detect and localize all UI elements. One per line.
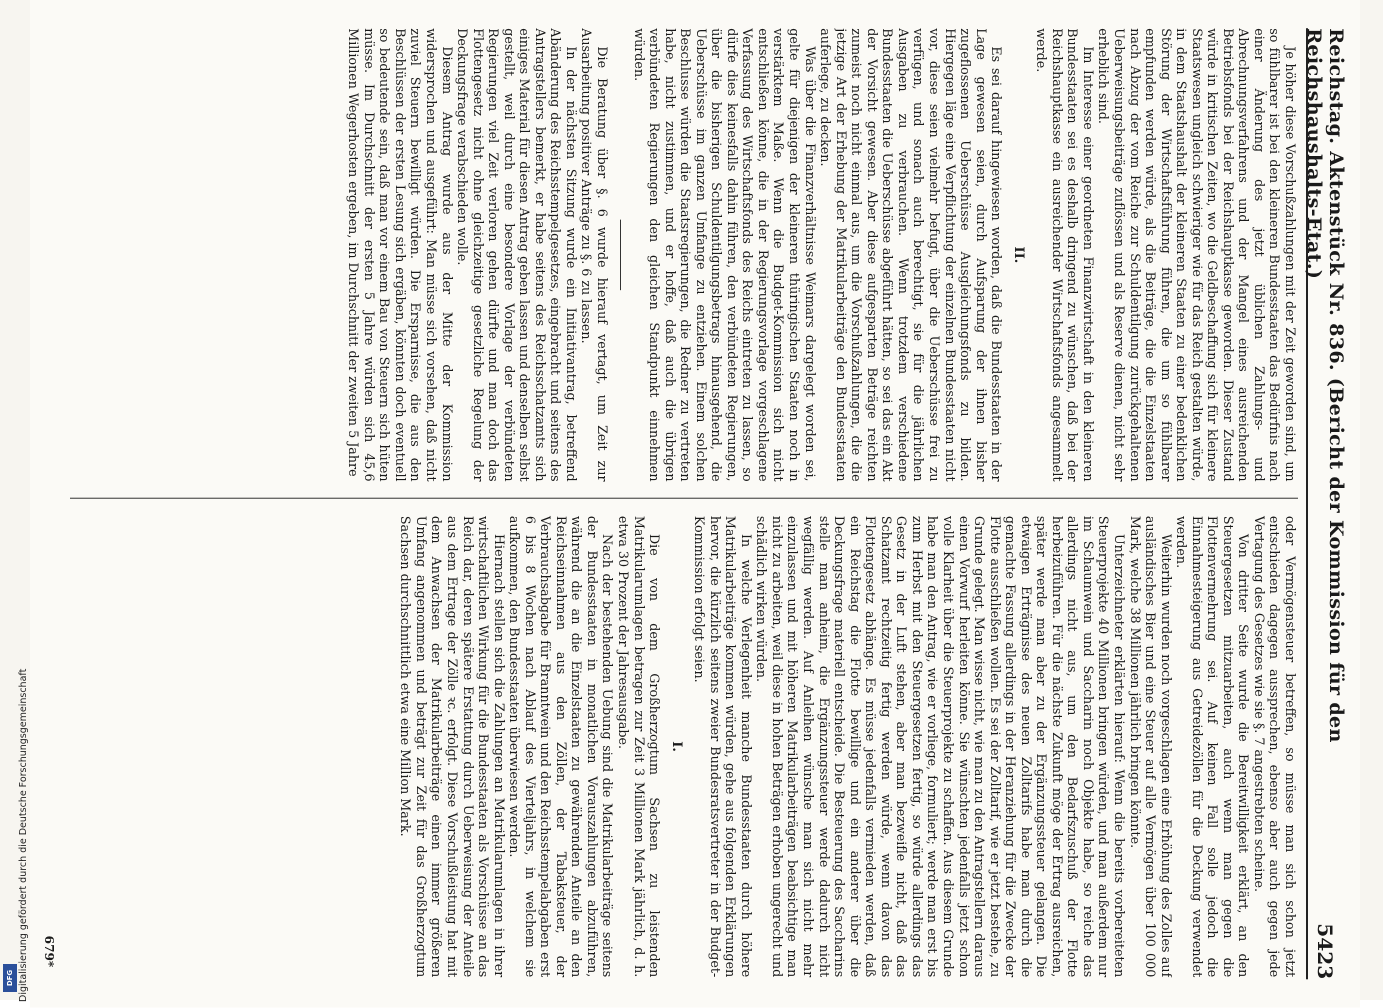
section-heading: II. bbox=[1010, 246, 1026, 264]
section-rule bbox=[620, 220, 621, 291]
paragraph: In welche Verlegenheit manche Bundesstaaten durch höhere Matrikularbeiträge kommen würden, gehe aus folgenden Erklärungen hervor, die kürzlich seitens zweier Bundesratsvertreter in der Budget-Kommission erfolgt seien. bbox=[692, 515, 754, 978]
sheet-signature: 679* bbox=[42, 935, 56, 968]
paragraph: Die von dem Großherzogtum Sachsen zu leistenden Matrikularumlagen betragen zur Zeit 3 Millionen Mark jährlich, d. h. etwa 30 Prozent der Jahresausgabe. bbox=[616, 515, 663, 978]
paragraph: Was über die Finanzverhältnisse Weimars dargelegt worden sei, gelte für diejenigen der kleineren thüringischen Staaten noch in verstärktem Maße. Wenn die Budget-Kommission sich nicht entschließen könne, die in der Regierungsvorlage vorgeschlagene Verfassung des Wirtschaftsfonds des Reichs eintreten zu lassen, so dürfe dies keinesfalls dahin führen, den verbündeten Regierungen, über die bisherigen Schuldentilgungsbetrags hinausgehend, die Ueberschüsse im ganzen Umfange zu entziehen. Einem solchen Beschlusse würden die Staatsregierungen, die Redner zu vertreten habe, nicht zustimmen, und er hoffe, daß auch die übrigen verbündeten Regierungen den gleichen Standpunkt einnehmen würden. bbox=[631, 28, 818, 482]
digitization-note bbox=[4, 6, 29, 1002]
section-heading: I. bbox=[668, 741, 684, 752]
paragraph: Die Beratung über §. 6 wurde hierauf vertagt, um Zeit zur Ausarbeitung positiver Anträge zu §. 6 zu lassen. bbox=[579, 28, 611, 482]
column-second bbox=[54, 28, 1298, 481]
paragraph: Weiterhin wurden noch vorgeschlagen eine Erhöhung des Zolles auf ausländisches Bier und eine Steuer auf alle Vermögen über 100 000 Mark, welche 38 Millionen jährlich bringen könnte. bbox=[1127, 515, 1174, 978]
paragraph: Hiernach stellen sich die Zahlungen an Matrikularumlagen in ihrer wirtschaftlichen Wirkung für die Bundesstaaten als Vorschüsse an das Reich dar, deren spätere Erstattung durch Ueberweisung der Anteile aus dem Ertrage der Zölle ꝛc. erfolgt. Diese Vorschußleistung hat mit dem Anwachsen der Matrikularbeiträge einen immer größeren Umfang angenommen und beträgt zur Zeit für das Großherzogtum Sachsen durchschnittlich etwa eine Million Mark. bbox=[398, 515, 507, 978]
paragraph: In der nächsten Sitzung wurde ein Initiativantrag, betreffend Abänderung des Reichsstempelgesetzes, eingebracht und seitens des Antragstellers bemerkt, er habe seitens des Reichsschatzamts sich einiges Material für diesen Antrag geben lassen und denselben selbst gestellt, weil durch eine besondere Vorlage der verbündeten Regierungen viel Zeit verloren gehen dürfte und man doch das Flottengesetz nicht ohne gleichzeitige gesetzliche Regelung der Deckungsfrage verabschieden wolle. bbox=[455, 28, 579, 482]
paragraph: Es sei darauf hingewiesen worden, daß die Bundesstaaten in der Lage gewesen seien, durch Aufsparung der ihnen bisher zugeflossenen Ueberschüsse Ausgleichungsfonds zu bilden. Hiergegen läge eine Verpflichtung der einzelnen Bundesstaaten nicht vor, diese seien vielmehr befugt, über die Ueberschüsse frei zu verfügen, und sonach auch berechtigt, sie für die jährlichen Ausgaben zu verbrauchen. Wenn trotzdem verschiedene Bundesstaaten die Ueberschüsse abgeführt hätten, so sei das ein Akt der Vorsicht gewesen. Aber diese aufgesparten Beträge reichten zumeist noch nicht einmal aus, um die Vorschußzahlungen, die die jetzige Art der Erhebung der Matrikularbeiträge den Bundesstaaten auferlege, zu decken. bbox=[818, 28, 1005, 482]
rotated-document-sheet bbox=[30, 0, 1360, 1008]
column-first bbox=[54, 516, 1298, 977]
header-title: Reichstag. Aktenstück Nr. 836. (Bericht der Kommission für den Reichshaushalts-Etat.) bbox=[1303, 28, 1347, 743]
page-number: 5423 bbox=[1313, 923, 1337, 980]
paragraph: Im Interesse einer geordneten Finanzwirtschaft in den kleineren Bundesstaaten sei es deshalb dringend zu wünschen, daß bei der Reichshauptkasse ein ausreichender Wirtschaftsfonds angesammelt werde. bbox=[1034, 28, 1096, 482]
paragraph: Unterzeichneter erklärten hierauf: Wenn die bereits vorbereiteten Steuerprojekte 40 Millionen bringen würden, und man außerdem nur im Schaumwein und Saccharin noch Objekte habe, so reiche das allerdings nicht aus, um den Bedarfszuschuß der Flotte herbeizuführen. Für die nächste Zukunft möge der Ertrag ausreichen, später werde man aber zu der Ergänzungssteuer gelangen. Die etwaigen Erträgnisse des neuen Zolltarifs habe man durch die gemachte Fassung allerdings in der Heranziehung für die Zwecke der Flotte ausschließen wollen. Es sei der Zolltarif, wie er jetzt bestehe, zu Grunde gelegt. Man wisse nicht, wie man zu den Antragstellern daraus einen Vorwurf herleiten könne. Sie wünschten jedenfalls jetzt schon volle Klarheit über die Steuerprojekte zu schaffen. Aus diesem Grunde habe man den Antrag, wie er vorliege, formuliert; werde man erst bis zum Herbst mit den Steuergesetzen fertig, so würde allerdings das Gesetz in der Luft stehen, aber man bezweifle nicht, daß das Schatzamt rechtzeitig fertig werden würde, wenn davon das Flottengesetz abhänge. Es müsse jedenfalls vermieden werden, daß ein Reichstag die Flotte bewillige und ein anderer über die Deckungsfrage materiell entscheide. Die Besteuerung des Saccharins stelle man anheim, die Ergänzungssteuer werde dadurch nicht wegfällig werden. Auf Anleihen wünsche man sich nicht mehr einzulassen und mit höheren Matrikularbeiträgen beabsichtige man nicht zu arbeiten, weil diese in hohen Beträgen erhoben ungerecht und schädlich wirken würden. bbox=[754, 515, 1127, 978]
paragraph: oder Vermögensteuer betreffen, so müsse man sich schon jetzt entschieden dagegen aussprechen, ebenso aber auch gegen jede Vertagung des Gesetzes wie sie §. 7 angestrebten scheine. bbox=[1251, 515, 1298, 978]
paragraph: Von dritter Seite wurde die Bereitwilligkeit erklärt, an den Steuergesetzen mitzuarbeiten, auch wenn man gegen die Flottenvermehrung sei. Auf keinen Fall solle jedoch die Einnahmesteigerung aus Getreidezöllen für die Deckung verwendet werden. bbox=[1174, 515, 1252, 978]
paragraph: Nach der bestehenden Uebung sind die Matrikularbeiträge seitens der Bundesstaaten in monatlichen Vorauszahlungen abzuführen, während die an die Einzelstaaten zu gewährenden Anteile an den Reichseinnahmen aus den Zöllen, der Tabaksteuer, der Verbrauchsabgabe für Branntwein und den Reichsstempelabgaben erst 6 bis 8 Wochen nach Ablauf des Vierteljahrs, in welchem sie aufkommen, den Bundesstaaten überwiesen werden. bbox=[507, 515, 616, 978]
column-divider bbox=[70, 498, 1298, 499]
paragraph: Je höher diese Vorschußzahlungen mit der Zeit geworden sind, um so fühlbarer ist bei den kleineren Bundesstaaten das Bedürfnis nach einer Änderung des jetzt üblichen Zahlungs- und Abrechnungsverfahrens und der Mangel eines ausreichenden Betriebsfonds bei der Reichshauptkasse geworden. Dieser Zustand würde in kritischen Zeiten, wo die Geldbeschaffung sich für kleinere Staatswesen ungleich schwieriger wie für das Reich gestalten würde, in dem Staatshaushalt der kleineren Staaten zu einer bedenklichen Störung der Wirtschaftsführung führen, die um so fühlbarer empfunden werden würde, als die Beiträge, die die Einzelstaaten nach Abzug der vom Reiche zur Schuldentilgung zurückgehaltenen Ueberweisungsbeiträge zuflössen und als Reserve dienen, nicht sehr erheblich sind. bbox=[1096, 28, 1298, 482]
page-header bbox=[1303, 28, 1347, 980]
dfg-logo: DFG bbox=[3, 964, 17, 992]
digitization-note-text: Digitalisierung gefördert durch die Deutsche Forschungsgemeinschaft bbox=[18, 668, 29, 1002]
paragraph: Diesem Antrag wurde aus der Mitte der Kommission widersprochen und ausgeführt: Man müsse sich vorsehen, daß nicht zuviel Steuern bewilligt würden. Die Ersparnisse, die aus den Beschlüssen der ersten Lesung sich ergäben, könnten doch eventuell so bedeutende sein, daß man vor einem Bau von Steuern sich hüten müsse. Im Durchschnitt der ersten 5 Jahre würden sich 45,6 Millionen Wegerhosten ergeben, im Durchschnitt der zweiten 5 Jahre bbox=[346, 28, 455, 482]
